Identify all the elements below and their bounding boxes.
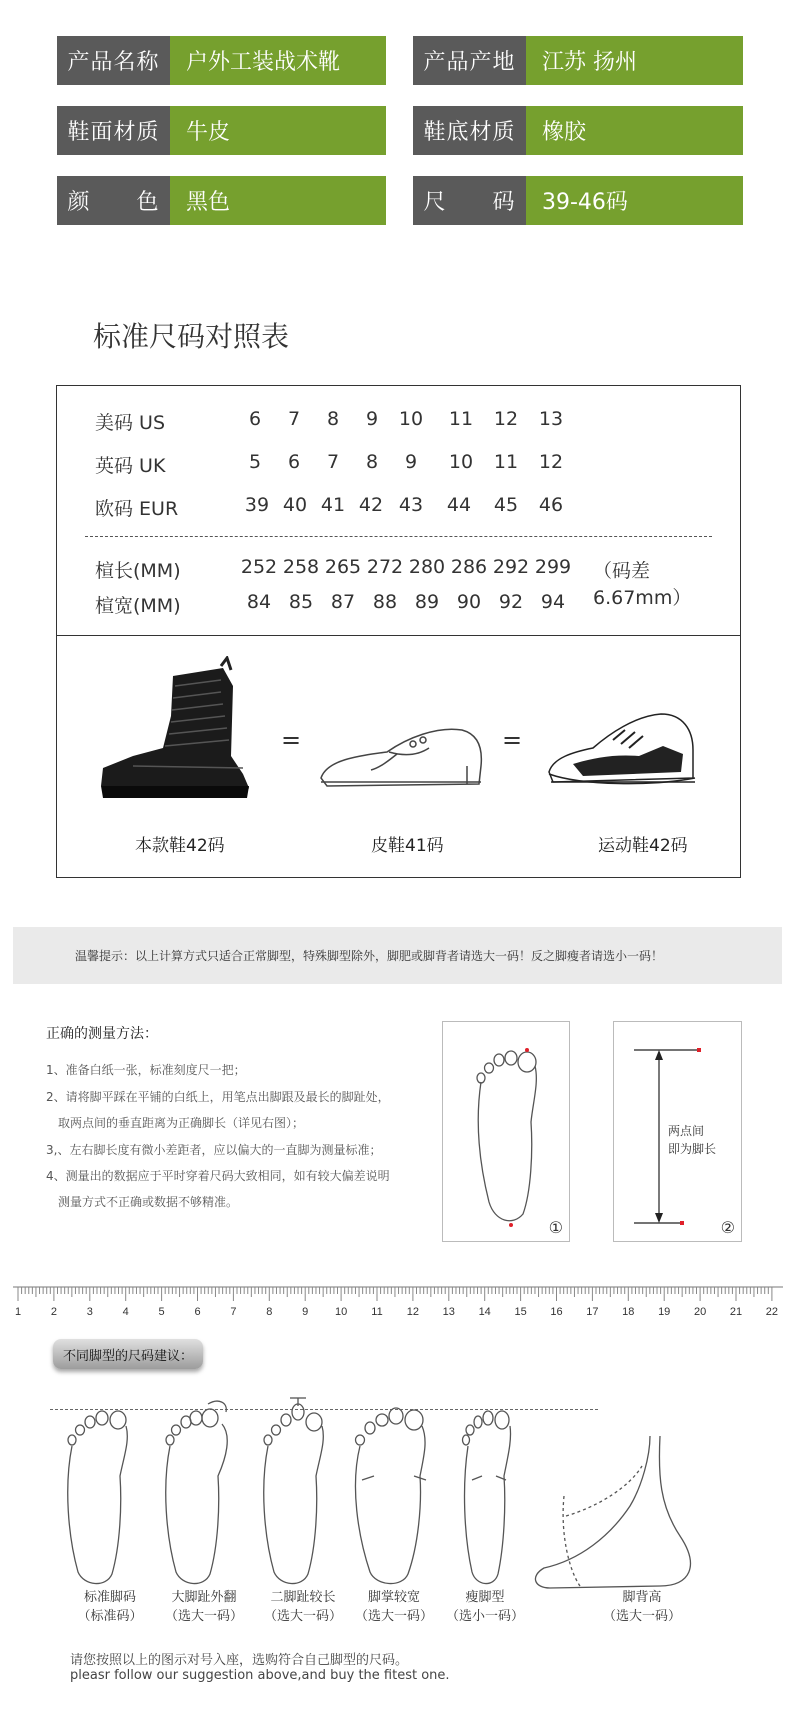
foot-type-caption bbox=[587, 1588, 697, 1626]
size-cell-us: 6 bbox=[248, 408, 262, 430]
ruler-tick-label: 13 bbox=[442, 1306, 455, 1318]
ruler-tick-label: 14 bbox=[478, 1306, 491, 1318]
ruler-tick-label: 15 bbox=[514, 1306, 527, 1318]
spec-row-origin bbox=[413, 36, 743, 85]
method-line: 4、测量出的数据应于平时穿着尺码大致相同，如有较大偏差说明 bbox=[46, 1169, 390, 1183]
size-cell-eur: 45 bbox=[493, 494, 519, 516]
spec-label: 产品产地 bbox=[413, 36, 526, 85]
ruler-tick-label: 2 bbox=[50, 1306, 57, 1318]
tip-text: 温馨提示：以上计算方式只适合正常脚型，特殊脚型除外，脚肥或脚背者请选大一码！反之脚瘦者请选小一码！ bbox=[75, 949, 664, 963]
size-cell-uk: 8 bbox=[365, 451, 379, 473]
size-cell-uk: 5 bbox=[248, 451, 262, 473]
suggest-title: 不同脚型的尺码建议： bbox=[53, 1339, 203, 1369]
spec-value: 39-46码 bbox=[526, 176, 743, 225]
foot-outline-icon bbox=[443, 1022, 569, 1241]
measure-label-2: 即为脚长 bbox=[668, 1142, 717, 1156]
ruler-tick-label: 7 bbox=[230, 1306, 237, 1318]
size-cell-us: 11 bbox=[448, 408, 474, 430]
foot-type-advice: （选小一码） bbox=[445, 1609, 524, 1624]
ruler-tick-label: 1 bbox=[14, 1306, 22, 1318]
ruler-tick-label: 5 bbox=[158, 1306, 165, 1318]
size-cell-wid: 84 bbox=[246, 591, 272, 613]
size-cell-us: 13 bbox=[538, 408, 564, 430]
tip-bar bbox=[13, 927, 782, 984]
ruler-tick-label: 4 bbox=[122, 1306, 129, 1318]
size-cell-wid: 87 bbox=[330, 591, 356, 613]
equals-sign: = bbox=[502, 726, 523, 754]
footer-note-en: pleasr follow our suggestion above,and buy the fitest one. bbox=[70, 1668, 450, 1683]
ruler-tick-label: 6 bbox=[194, 1306, 201, 1318]
foot-type-caption bbox=[149, 1588, 259, 1626]
size-cell-eur: 46 bbox=[538, 494, 564, 516]
size-cell-uk: 9 bbox=[404, 451, 418, 473]
footer-note-cn: 请您按照以上的图示对号入座，选购符合自己脚型的尺码。 bbox=[70, 1653, 409, 1668]
foot-type-name: 瘦脚型 bbox=[465, 1590, 505, 1605]
leather-shoe-image bbox=[317, 716, 487, 796]
ruler-tick-label: 18 bbox=[622, 1306, 635, 1318]
foot-type-advice: （标准码） bbox=[77, 1609, 143, 1624]
size-cell-us: 10 bbox=[398, 408, 424, 430]
spec-row-upper bbox=[57, 106, 386, 155]
ruler-tick-label: 16 bbox=[550, 1306, 563, 1318]
spec-value: 江苏 扬州 bbox=[526, 36, 743, 85]
spec-value: 户外工装战术靴 bbox=[170, 36, 386, 85]
foot-outline-figure bbox=[442, 1021, 570, 1242]
ruler-tick-label: 21 bbox=[729, 1306, 743, 1318]
size-chart-divider bbox=[57, 635, 740, 636]
spec-label: 产品名称 bbox=[57, 36, 170, 85]
size-cell-wid: 85 bbox=[288, 591, 314, 613]
boot-caption: 本款鞋42码 bbox=[135, 836, 225, 856]
size-cell-len: 265 bbox=[324, 556, 362, 578]
size-cell-eur: 44 bbox=[446, 494, 472, 516]
spec-label: 颜 色 bbox=[57, 176, 170, 225]
size-cell-len: 292 bbox=[492, 556, 530, 578]
equals-sign: = bbox=[281, 726, 302, 754]
ruler-tick-label: 17 bbox=[586, 1306, 599, 1318]
ruler-tick-label: 12 bbox=[406, 1306, 420, 1318]
size-cell-us: 8 bbox=[326, 408, 340, 430]
size-cell-wid: 92 bbox=[498, 591, 524, 613]
size-cell-len: 272 bbox=[366, 556, 404, 578]
size-cell-uk: 12 bbox=[538, 451, 564, 473]
size-cell-uk: 10 bbox=[448, 451, 474, 473]
ruler-tick-label: 9 bbox=[302, 1306, 309, 1318]
size-cell-uk: 11 bbox=[493, 451, 519, 473]
leather-caption: 皮鞋41码 bbox=[371, 836, 444, 856]
spec-row-size bbox=[413, 176, 743, 225]
size-cell-len: 280 bbox=[408, 556, 446, 578]
spec-value: 牛皮 bbox=[170, 106, 386, 155]
eur-label: 欧码 EUR bbox=[95, 498, 179, 520]
size-cell-wid: 88 bbox=[372, 591, 398, 613]
foot-type-advice: （选大一码） bbox=[164, 1609, 243, 1624]
ruler-scale bbox=[13, 1285, 783, 1325]
measure-label-1: 两点间 bbox=[668, 1124, 705, 1138]
size-cell-len: 299 bbox=[534, 556, 572, 578]
ruler-tick-label: 10 bbox=[334, 1306, 348, 1318]
method-line: 2、请将脚平踩在平铺的白纸上，用笔点出脚跟及最长的脚趾处， bbox=[46, 1090, 390, 1104]
length-note: （码差 6.67mm） bbox=[593, 560, 692, 609]
foot-types-illustration bbox=[50, 1396, 750, 1592]
long-second-toe-icon bbox=[264, 1398, 324, 1584]
size-cell-wid: 90 bbox=[456, 591, 482, 613]
length-label: 楦长(MM) bbox=[95, 560, 181, 582]
method-title: 正确的测量方法： bbox=[46, 1026, 158, 1042]
method-line: 3,、左右脚长度有微小差距者，应以偏大的一直脚为测量标准； bbox=[46, 1143, 382, 1157]
size-cell-us: 7 bbox=[287, 408, 301, 430]
spec-value: 黑色 bbox=[170, 176, 386, 225]
standard-foot-icon bbox=[68, 1411, 128, 1584]
spec-row-name bbox=[57, 36, 386, 85]
foot-type-name: 二脚趾较长 bbox=[270, 1590, 336, 1605]
size-cell-len: 286 bbox=[450, 556, 488, 578]
foot-type-name: 标准脚码 bbox=[83, 1590, 136, 1605]
foot-type-advice: （选大一码） bbox=[602, 1609, 681, 1624]
size-cell-eur: 43 bbox=[398, 494, 424, 516]
ruler-tick-label: 22 bbox=[765, 1306, 779, 1318]
foot-type-advice: （选大一码） bbox=[354, 1609, 433, 1624]
spec-label: 鞋面材质 bbox=[57, 106, 170, 155]
size-cell-uk: 7 bbox=[326, 451, 340, 473]
foot-type-name: 脚掌较宽 bbox=[367, 1590, 420, 1605]
ruler-tick-label: 20 bbox=[693, 1306, 707, 1318]
size-chart-box bbox=[56, 385, 741, 878]
size-chart-title: 标准尺码对照表 bbox=[93, 320, 290, 353]
sport-caption: 运动鞋42码 bbox=[598, 836, 688, 856]
method-line: 测量方式不正确或数据不够精准。 bbox=[46, 1195, 239, 1209]
spec-row-color bbox=[57, 176, 386, 225]
size-cell-len: 252 bbox=[240, 556, 278, 578]
ruler-tick-label: 19 bbox=[658, 1306, 671, 1318]
spec-label: 鞋底材质 bbox=[413, 106, 526, 155]
size-cell-us: 9 bbox=[365, 408, 379, 430]
size-cell-eur: 42 bbox=[358, 494, 384, 516]
spec-value: 橡胶 bbox=[526, 106, 743, 155]
size-cell-us: 12 bbox=[493, 408, 519, 430]
ruler-tick-label: 3 bbox=[86, 1306, 93, 1318]
method-line: 取两点间的垂直距离为正确脚长（详见右图）； bbox=[46, 1116, 305, 1130]
width-label: 楦宽(MM) bbox=[95, 595, 181, 617]
figure-number: ② bbox=[720, 1218, 735, 1237]
measure-figure bbox=[613, 1021, 742, 1242]
ruler-tick-label: 11 bbox=[371, 1306, 383, 1318]
size-cell-uk: 6 bbox=[287, 451, 301, 473]
spec-label: 尺 码 bbox=[413, 176, 526, 225]
size-cell-eur: 40 bbox=[282, 494, 308, 516]
size-cell-eur: 41 bbox=[320, 494, 346, 516]
dashed-divider bbox=[85, 536, 712, 537]
uk-label: 英码 UK bbox=[95, 455, 166, 477]
foot-type-name: 脚背高 bbox=[622, 1590, 662, 1605]
foot-type-caption bbox=[430, 1588, 540, 1626]
us-label: 美码 US bbox=[95, 412, 166, 434]
method-line: 1、准备白纸一张，标准刻度尺一把； bbox=[46, 1063, 246, 1077]
foot-type-name: 大脚趾外翻 bbox=[171, 1590, 237, 1605]
wide-foot-icon bbox=[355, 1408, 426, 1584]
figure-number: ① bbox=[548, 1218, 563, 1237]
sport-shoe-image bbox=[543, 704, 703, 794]
tactical-boot-image bbox=[93, 656, 273, 801]
size-cell-len: 258 bbox=[282, 556, 320, 578]
size-cell-wid: 94 bbox=[540, 591, 566, 613]
size-cell-wid: 89 bbox=[414, 591, 440, 613]
high-instep-icon bbox=[535, 1436, 690, 1588]
ruler bbox=[13, 1285, 783, 1325]
bunion-foot-icon bbox=[166, 1401, 227, 1583]
spec-row-sole bbox=[413, 106, 743, 155]
foot-type-advice: （选大一码） bbox=[263, 1609, 342, 1624]
thin-foot-icon bbox=[463, 1411, 511, 1584]
ruler-tick-label: 8 bbox=[266, 1306, 273, 1318]
size-cell-eur: 39 bbox=[244, 494, 270, 516]
